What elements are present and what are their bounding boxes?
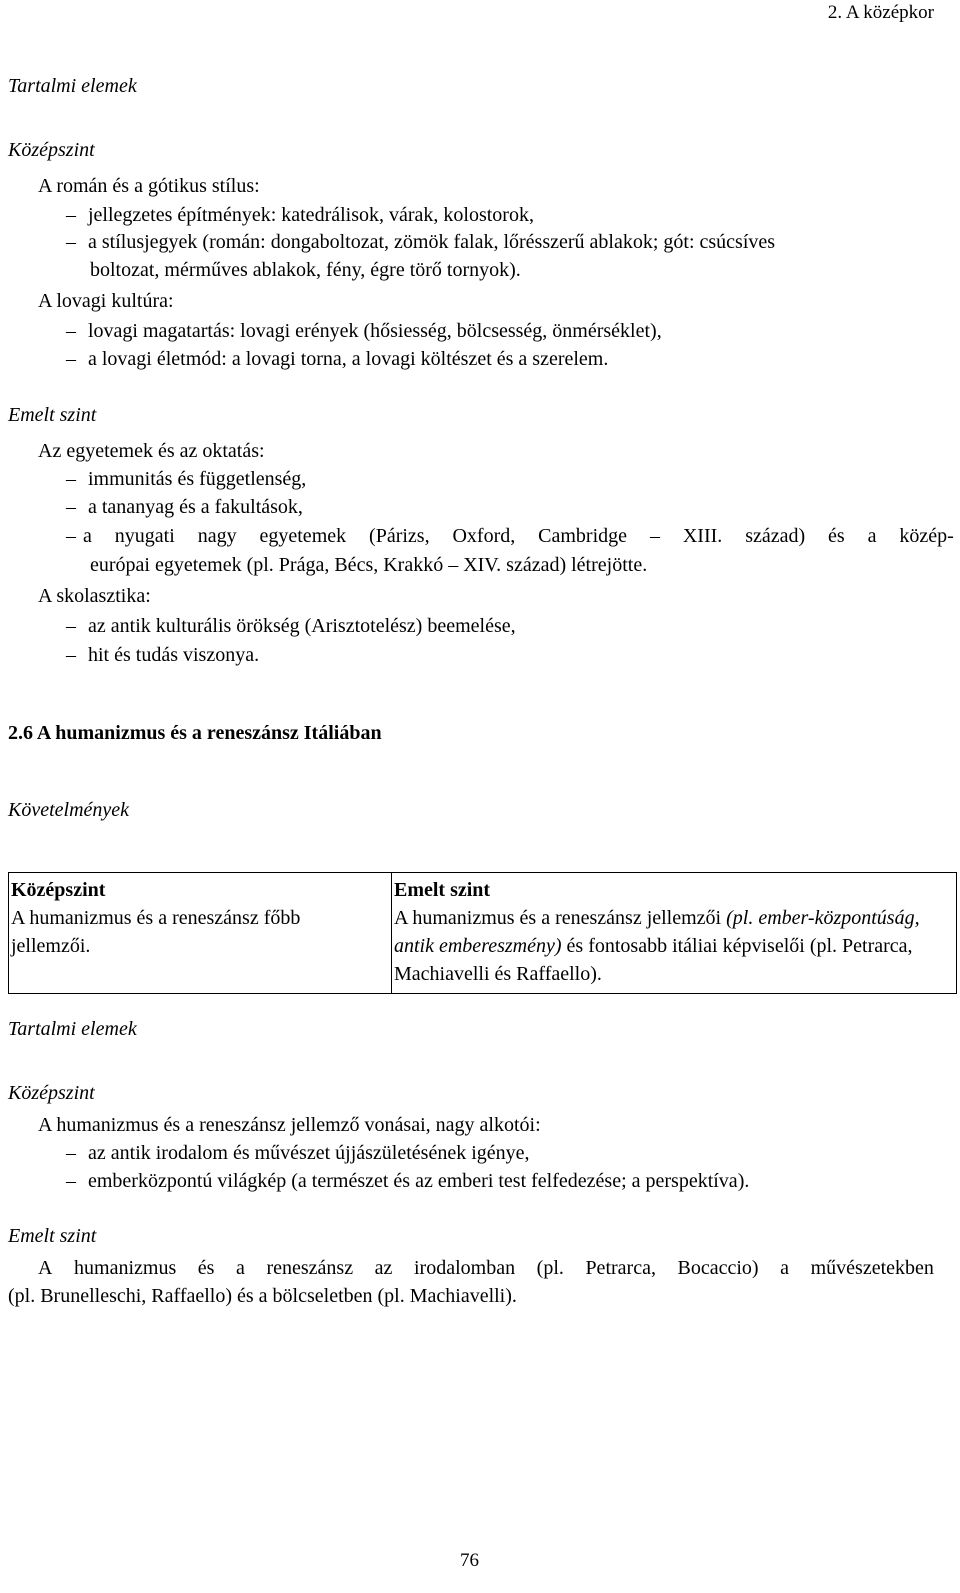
emelt-szint-label: Emelt szint bbox=[8, 1225, 97, 1247]
list-item-text: az antik kulturális örökség (Arisztotelész) beemelése, bbox=[88, 615, 516, 637]
content-heading: Tartalmi elemek bbox=[8, 1018, 137, 1040]
dash-glyph: – bbox=[66, 496, 76, 518]
table-cell-kozepszint bbox=[9, 873, 392, 994]
table-cell-text bbox=[394, 904, 934, 988]
word: a bbox=[867, 525, 877, 547]
list-item-text: emberközpontú világkép (a természet és az emberi test felfedezése; a perspektíva). bbox=[88, 1170, 750, 1192]
dash-glyph: – bbox=[66, 348, 76, 370]
paragraph-intro: A lovagi kultúra: bbox=[38, 290, 174, 312]
dash-glyph: – bbox=[66, 468, 76, 490]
word: (pl. bbox=[536, 1257, 564, 1279]
word: közép- bbox=[899, 525, 954, 547]
paragraph-intro: Az egyetemek és az oktatás: bbox=[38, 440, 265, 462]
list-item-text: a lovagi életmód: a lovagi torna, a lovagi költészet és a szerelem. bbox=[88, 348, 609, 370]
word: a bbox=[236, 1257, 245, 1279]
dash-glyph: – bbox=[66, 231, 76, 253]
table-cell-label: Emelt szint bbox=[394, 879, 491, 901]
list-item-text-justified bbox=[83, 526, 954, 546]
dash-glyph: – bbox=[66, 204, 76, 226]
paragraph-line: (pl. Brunelleschi, Raffaello) és a bölcseletben (pl. Machiavelli). bbox=[8, 1285, 517, 1307]
list-item-text: lovagi magatartás: lovagi erények (hősiesség, bölcsesség, önmérséklet), bbox=[88, 320, 662, 342]
list-item bbox=[66, 1171, 749, 1191]
list-item bbox=[66, 469, 306, 489]
list-item bbox=[66, 497, 303, 517]
paragraph-intro: A román és a gótikus stílus: bbox=[38, 175, 260, 197]
table-text-part: A humanizmus és a reneszánsz jellemzői bbox=[394, 907, 727, 929]
requirements-table bbox=[8, 872, 957, 994]
page-number: 76 bbox=[460, 1550, 479, 1571]
dash-glyph: – bbox=[66, 1142, 76, 1164]
paragraph-intro: A humanizmus és a reneszánsz jellemző vonásai, nagy alkotói: bbox=[38, 1114, 541, 1136]
word: Bocaccio) bbox=[677, 1257, 759, 1279]
kozepszint-label: Középszint bbox=[8, 1082, 95, 1104]
table-text-italic: (pl. ember-központúság, antik embereszmény) bbox=[394, 907, 920, 957]
word: nyugati bbox=[114, 525, 175, 547]
list-item bbox=[66, 616, 516, 636]
word: egyetemek bbox=[259, 525, 347, 547]
list-item-text: hit és tudás viszonya. bbox=[88, 644, 260, 666]
table-text-part: és fontosabb itáliai képviselői (pl. Petrarca, Machiavelli és Raffaello). bbox=[394, 935, 913, 985]
word: – bbox=[649, 525, 660, 547]
word: nagy bbox=[197, 525, 237, 547]
section-title: 2.6 A humanizmus és a reneszánsz Itáliában bbox=[8, 722, 382, 744]
table-cell-emelt-szint bbox=[392, 873, 957, 994]
table-cell-text: A humanizmus és a reneszánsz főbb jellemzői. bbox=[11, 907, 301, 957]
word: az bbox=[374, 1257, 393, 1279]
list-item bbox=[66, 349, 608, 369]
list-item bbox=[66, 526, 954, 546]
list-item-text: a stílusjegyek (román: dongaboltozat, zömök falak, lőrésszerű ablakok; gót: csúcsíves bbox=[88, 231, 776, 253]
list-item bbox=[66, 232, 775, 252]
word: század) bbox=[745, 525, 806, 547]
word: a bbox=[83, 525, 92, 547]
dash-glyph: – bbox=[66, 1170, 76, 1192]
dash-glyph: – bbox=[66, 644, 76, 666]
word: művészetekben bbox=[810, 1257, 934, 1279]
content-heading: Tartalmi elemek bbox=[8, 75, 137, 97]
list-item-text: a tananyag és a fakultások, bbox=[88, 496, 303, 518]
word: Oxford, bbox=[452, 525, 516, 547]
paragraph-line-justified bbox=[38, 1258, 934, 1278]
word: humanizmus bbox=[74, 1257, 177, 1279]
word: irodalomban bbox=[414, 1257, 516, 1279]
list-item bbox=[66, 1143, 530, 1163]
list-item bbox=[66, 205, 534, 225]
dash-glyph: – bbox=[66, 615, 76, 637]
word: XIII. bbox=[682, 525, 723, 547]
word: reneszánsz bbox=[266, 1257, 354, 1279]
word: (Párizs, bbox=[369, 525, 430, 547]
word: és bbox=[828, 525, 845, 547]
table-row bbox=[9, 873, 957, 994]
list-item bbox=[66, 645, 259, 665]
word: Cambridge bbox=[538, 525, 628, 547]
list-item-text: az antik irodalom és művészet újjászületésének igénye, bbox=[88, 1142, 530, 1164]
dash-glyph: – bbox=[66, 525, 76, 547]
word: A bbox=[38, 1257, 53, 1279]
word: a bbox=[780, 1257, 790, 1279]
emelt-szint-label: Emelt szint bbox=[8, 404, 97, 426]
kozepszint-label: Középszint bbox=[8, 139, 95, 161]
word: Petrarca, bbox=[585, 1257, 656, 1279]
list-item bbox=[66, 321, 662, 341]
running-title: 2. A középkor bbox=[827, 2, 934, 23]
list-item-text: immunitás és függetlenség, bbox=[88, 468, 307, 490]
requirements-heading: Követelmények bbox=[8, 799, 130, 821]
paragraph-intro: A skolasztika: bbox=[38, 585, 151, 607]
list-item-text: jellegzetes építmények: katedrálisok, várak, kolostorok, bbox=[88, 204, 534, 226]
list-item-continuation: boltozat, mérműves ablakok, fény, égre törő tornyok). bbox=[90, 259, 521, 281]
table-cell-label: Középszint bbox=[11, 879, 106, 901]
dash-glyph: – bbox=[66, 320, 76, 342]
list-item-continuation: európai egyetemek (pl. Prága, Bécs, Krakkó – XIV. század) létrejötte. bbox=[90, 554, 648, 576]
word: és bbox=[197, 1257, 215, 1279]
